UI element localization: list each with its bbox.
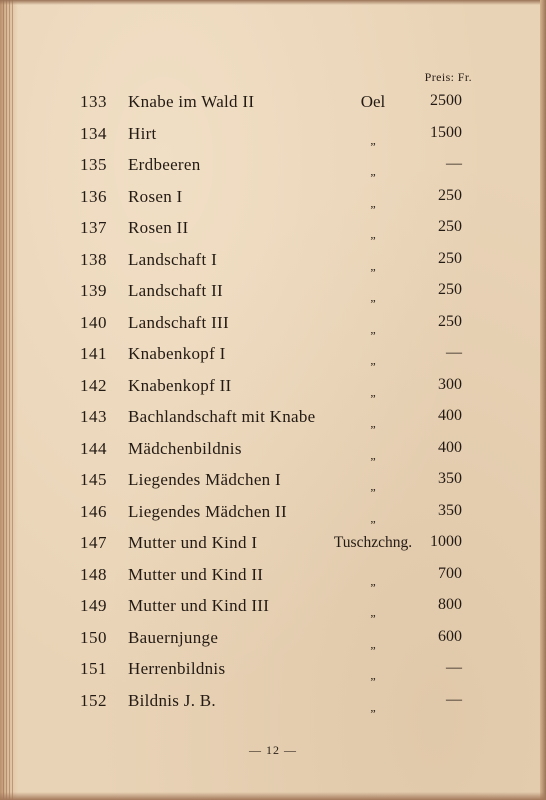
entry-technique: „: [370, 416, 376, 430]
page-bottom-edge: [0, 792, 546, 800]
entry-title: Mutter und Kind III: [128, 596, 270, 615]
entry-title: Landschaft I: [128, 249, 218, 269]
catalog-entry: [0, 340, 546, 372]
entry-number: 136: [80, 186, 107, 206]
entry-number: 141: [80, 344, 107, 363]
entry-price: —: [446, 659, 462, 676]
entry-title: Erdbeeren: [128, 155, 201, 174]
entry-price: 1000: [430, 533, 462, 550]
entry-number: 150: [80, 627, 107, 647]
entry-price: 250: [438, 218, 462, 235]
entry-title: Mutter und Kind I: [128, 533, 258, 552]
entry-price: 300: [438, 375, 462, 393]
entry-number: 133: [80, 92, 107, 111]
entry-technique: „: [370, 479, 376, 493]
entry-number: 138: [80, 249, 107, 269]
entry-price: 700: [438, 564, 462, 582]
entry-title: Rosen I: [128, 186, 183, 206]
entry-technique: Tuschzchng.: [333, 534, 413, 551]
page-top-edge: [0, 0, 546, 5]
entry-technique: „: [370, 132, 376, 147]
entry-technique: „: [370, 321, 376, 336]
entry-title: Knabenkopf I: [128, 344, 226, 363]
entry-technique: „: [370, 668, 376, 682]
entry-number: 143: [80, 407, 107, 426]
catalog-entry: [0, 403, 546, 435]
entry-number: 152: [80, 690, 107, 710]
entry-price: 600: [438, 627, 462, 645]
catalog-entry: [0, 120, 546, 152]
entry-technique: „: [370, 573, 376, 588]
entry-number: 137: [80, 218, 107, 237]
entry-title: Liegendes Mädchen I: [128, 470, 281, 489]
price-column-header: Preis: Fr.: [424, 70, 472, 84]
entry-title: Hirt: [128, 123, 157, 143]
catalog-list: [0, 88, 546, 718]
entry-price: 400: [438, 438, 462, 456]
entry-price: —: [446, 344, 462, 361]
catalog-entry: [0, 655, 546, 687]
entry-technique: „: [370, 447, 376, 462]
entry-technique: „: [370, 258, 376, 273]
entry-technique: „: [370, 384, 376, 399]
entry-number: 140: [80, 312, 107, 332]
catalog-entry: [0, 592, 546, 624]
catalog-entry: [0, 435, 546, 467]
entry-title: Liegendes Mädchen II: [128, 501, 287, 521]
entry-title: Herrenbildnis: [128, 659, 226, 678]
entry-price: 800: [438, 596, 462, 613]
entry-price: 1500: [430, 123, 462, 141]
catalog-entry: [0, 246, 546, 278]
entry-price: —: [446, 155, 462, 172]
entry-price: 350: [438, 470, 462, 487]
entry-price: 250: [438, 249, 462, 267]
catalog-entry: [0, 151, 546, 183]
entry-title: Mädchenbildnis: [128, 438, 242, 458]
catalog-entry: [0, 529, 546, 561]
entry-price: —: [446, 690, 462, 708]
entry-price: 350: [438, 501, 462, 519]
entry-title: Mutter und Kind II: [128, 564, 264, 584]
entry-technique: Oel: [360, 92, 386, 111]
entry-technique: „: [370, 164, 376, 178]
entry-number: 146: [80, 501, 107, 521]
entry-number: 142: [80, 375, 107, 395]
entry-title: Landschaft III: [128, 312, 229, 332]
catalog-entry: [0, 183, 546, 215]
entry-price: 400: [438, 407, 462, 424]
page-number: — 12 —: [249, 743, 297, 757]
entry-title: Rosen II: [128, 218, 189, 237]
entry-technique: „: [370, 227, 376, 241]
catalog-entry: [0, 561, 546, 593]
entry-number: 134: [80, 123, 107, 143]
entry-number: 151: [80, 659, 107, 678]
catalog-entry: [0, 214, 546, 246]
catalog-entry: [0, 498, 546, 530]
entry-title: Bauernjunge: [128, 627, 219, 647]
entry-price: 2500: [430, 92, 462, 109]
entry-price: 250: [438, 186, 462, 204]
entry-title: Landschaft II: [128, 281, 223, 300]
entry-technique: „: [370, 195, 376, 210]
entry-number: 145: [80, 470, 107, 489]
entry-price: 250: [438, 312, 462, 330]
entry-title: Knabe im Wald II: [128, 92, 255, 111]
entry-number: 139: [80, 281, 107, 300]
entry-number: 148: [80, 564, 107, 584]
entry-title: Bachlandschaft mit Knabe: [128, 407, 316, 426]
entry-technique: „: [370, 699, 376, 714]
entry-technique: „: [370, 510, 376, 525]
catalog-entry: [0, 466, 546, 498]
catalog-entry: [0, 309, 546, 341]
catalog-entry: [0, 687, 546, 719]
entry-number: 144: [80, 438, 107, 458]
entry-technique: „: [370, 353, 376, 367]
catalog-entry: [0, 372, 546, 404]
entry-technique: „: [370, 605, 376, 619]
catalog-entry: [0, 624, 546, 656]
entry-title: Bildnis J. B.: [128, 690, 216, 710]
entry-technique: „: [370, 636, 376, 651]
entry-title: Knabenkopf II: [128, 375, 232, 395]
entry-price: 250: [438, 281, 462, 298]
entry-number: 135: [80, 155, 107, 174]
catalog-entry: [0, 88, 546, 120]
entry-technique: „: [370, 290, 376, 304]
catalog-entry: [0, 277, 546, 309]
entry-number: 149: [80, 596, 107, 615]
entry-number: 147: [80, 533, 107, 552]
